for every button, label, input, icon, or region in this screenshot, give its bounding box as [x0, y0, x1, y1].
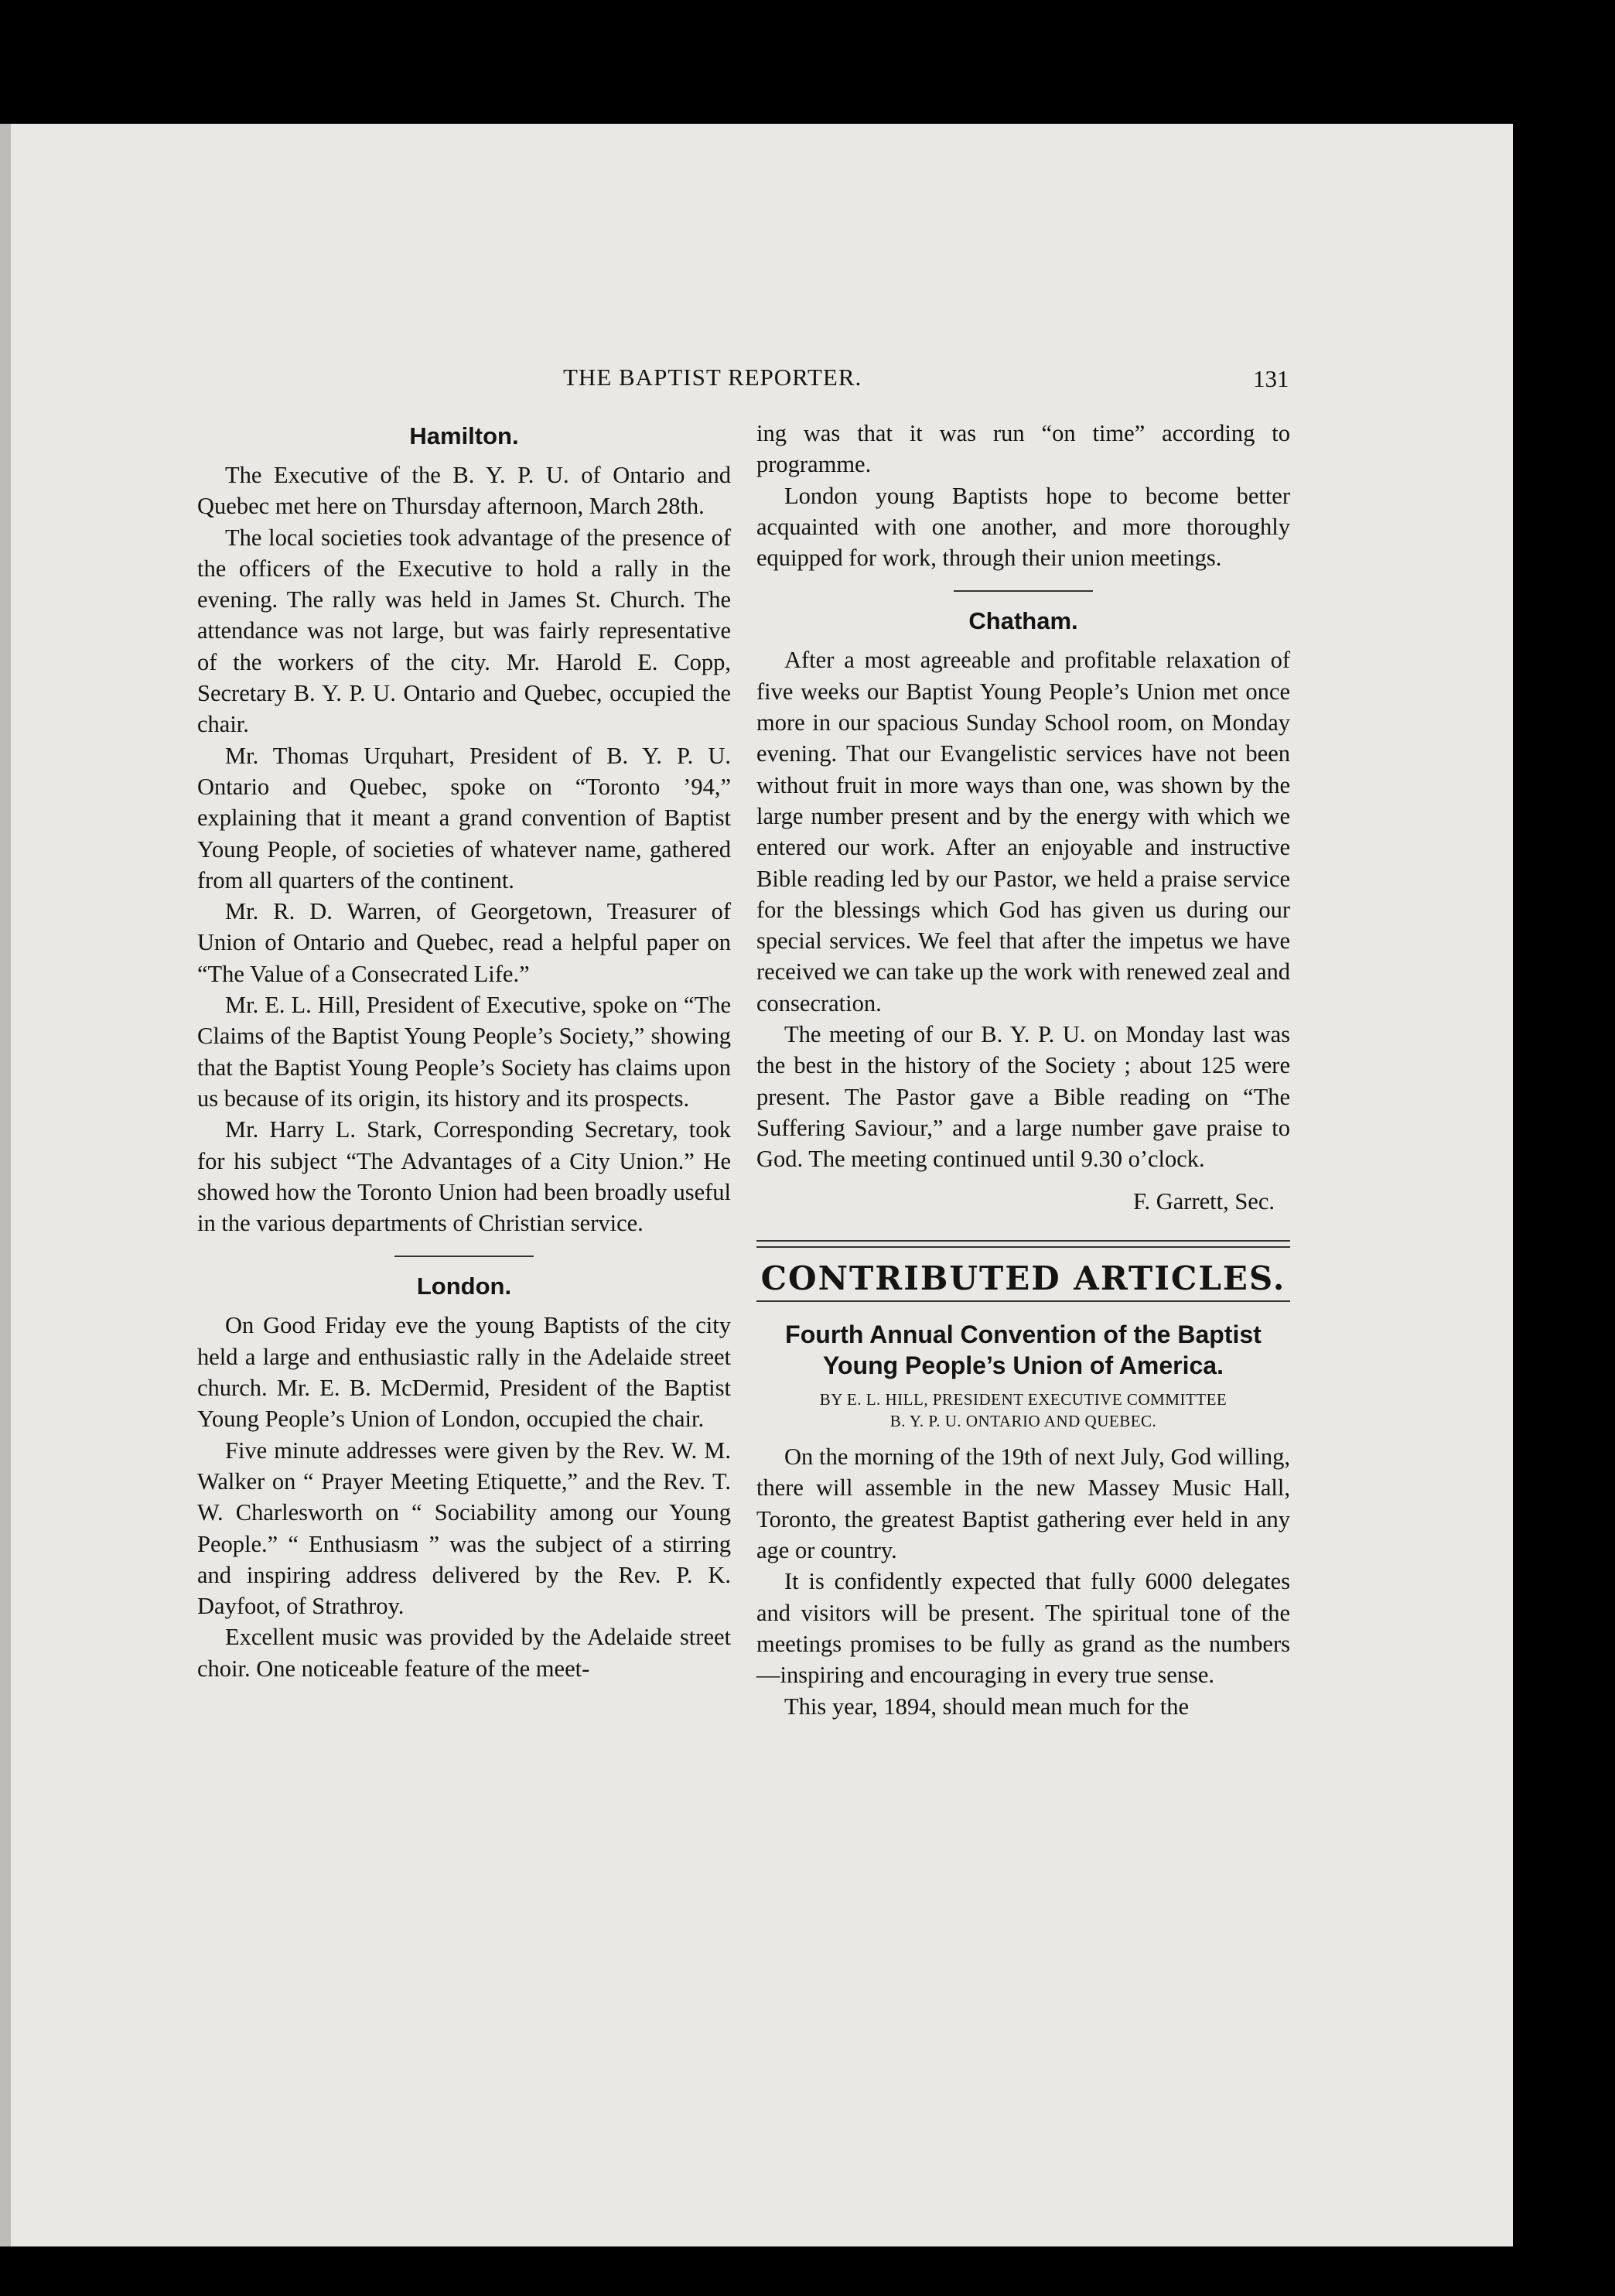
banner-rule: [756, 1300, 1290, 1302]
byline-line: B. Y. P. U. ONTARIO AND QUEBEC.: [889, 1412, 1157, 1431]
paragraph: After a most agreeable and profitable relaxation of five weeks our Baptist Young People’s Union met once more in our spacious Sunday School room, on Monday evening. That our Evangelistic services have not been without fruit in more ways than one, was shown by the large number present and by the energy with which we entered our work. After an enjoyable and instructive Bible reading led by our Pastor, we held a praise service for the blessings which God has given us during our special services. We feel that after the impetus we have received we can take up the work with renewed zeal and consecration.: [756, 647, 1290, 1016]
double-rule: [756, 1240, 1290, 1248]
paragraph: ing was that it was run “on time” according to programme.: [756, 420, 1290, 478]
paragraph: It is confidently expected that fully 6000 delegates and visitors will be present. The spiritual tone of the meetings promises to be fully as grand as the numbers—inspiring and encouraging in every true sense.: [756, 1568, 1290, 1689]
paragraph: Mr. Harry L. Stark, Corresponding Secretary, took for his subject “The Advantages of a City Union.” He showed how the Toronto Union had been broadly useful in the various departments of Christian service.: [197, 1116, 731, 1237]
paragraph: London young Baptists hope to become better acquainted with one another, and more thoroughly equipped for work, through their union meetings.: [756, 482, 1290, 572]
paragraph: Mr. E. L. Hill, President of Executive, spoke on “The Claims of the Baptist Young People’s Society,” showing that the Baptist Young People’s Society has claims upon us because of its origin, its history and its prospects.: [197, 992, 731, 1112]
running-header: THE BAPTIST REPORTER.: [563, 364, 862, 391]
section-title-hamilton: Hamilton.: [409, 422, 519, 449]
section-divider: [954, 590, 1093, 592]
page-number: 131: [1253, 365, 1289, 392]
paragraph: The local societies took advantage of the presence of the officers of the Executive to hold a rally in the evening. The rally was held in James St. Church. The attendance was not large, but was fairly representative of the workers of the city. Mr. Harold E. Copp, Secretary B. Y. P. U. Ontario and Quebec, occupied the chair.: [197, 524, 731, 738]
paragraph: Five minute addresses were given by the Rev. W. M. Walker on “ Prayer Meeting Etiquette,” and the Rev. T. W. Charlesworth on “ Sociability among our Young People.” “ Enthusiasm ” was the subject of a stirring and inspiring address delivered by the Rev. P. K. Dayfoot, of Strathroy.: [197, 1437, 731, 1620]
byline: [756, 1389, 1290, 1432]
right-column: [756, 418, 1290, 1722]
byline-line: BY E. L. HILL, PRESIDENT EXECUTIVE COMMITTEE: [819, 1390, 1227, 1409]
paragraph: On the morning of the 19th of next July, God willing, there will assemble in the new Massey Music Hall, Toronto, the greatest Baptist gathering ever held in any age or country.: [756, 1444, 1290, 1564]
left-column: [197, 418, 731, 1684]
signature: F. Garrett, Sec.: [1132, 1187, 1275, 1215]
banner-contributed-articles: CONTRIBUTED ARTICLES.: [760, 1259, 1286, 1297]
paragraph: Mr. Thomas Urquhart, President of B. Y. P. U. Ontario and Quebec, spoke on “Toronto ’94,” explaining that it meant a grand convention of Baptist Young People, of societies of whatever name, gathered from all quarters of the continent.: [197, 742, 731, 893]
paragraph: The meeting of our B. Y. P. U. on Monday last was the best in the history of the Society ; about 125 were present. The Pastor gave a Bible reading on “The Suffering Saviour,” and a large number gave praise to God. The meeting continued until 9.30 o’clock.: [756, 1021, 1290, 1173]
section-divider: [394, 1256, 534, 1257]
binding-edge: [0, 124, 11, 2246]
paragraph: This year, 1894, should mean much for the: [784, 1693, 1190, 1720]
article-title: Fourth Annual Convention of the Baptist Young People’s Union of America.: [785, 1321, 1262, 1380]
paragraph: Mr. R. D. Warren, of Georgetown, Treasurer of Union of Ontario and Quebec, read a helpful paper on “The Value of a Consecrated Life.”: [197, 898, 731, 987]
section-title-london: London.: [416, 1273, 512, 1300]
paragraph: The Executive of the B. Y. P. U. of Ontario and Quebec met here on Thursday afternoon, March 28th.: [197, 462, 731, 520]
section-title-chatham: Chatham.: [968, 607, 1078, 635]
paragraph: Excellent music was provided by the Adelaide street choir. One noticeable feature of the meet-: [197, 1624, 731, 1682]
paragraph: On Good Friday eve the young Baptists of the city held a large and enthusiastic rally in the Adelaide street church. Mr. E. B. McDermid, President of the Baptist Young People’s Union of London, occupied the chair.: [197, 1312, 731, 1433]
